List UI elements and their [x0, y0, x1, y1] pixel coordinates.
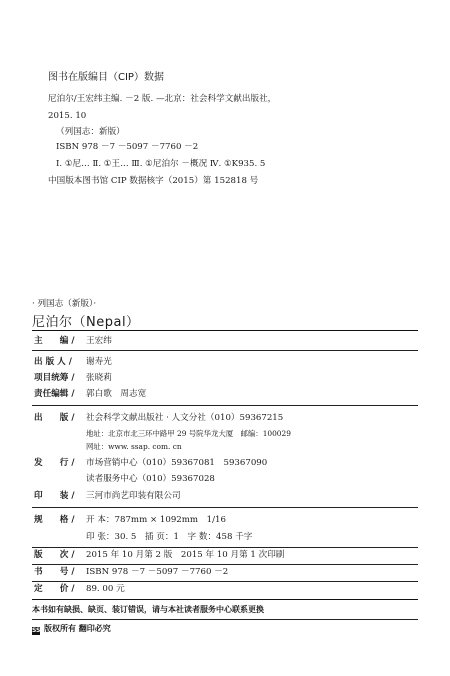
divider	[32, 564, 418, 565]
cip-isbn: ISBN 978 －7 －5097 －7760 －2	[56, 142, 199, 152]
printing-value: 三河市尚艺印装有限公司	[86, 491, 181, 501]
edition-label: 版 次 /	[34, 550, 75, 560]
staff-label: 项目统筹 /	[34, 373, 75, 383]
publisher-logo-icon: SS	[32, 627, 41, 634]
divider	[32, 581, 418, 582]
divider	[32, 405, 418, 406]
series-title: · 列国志（新版）·	[32, 299, 97, 309]
copyright-notice: 版权所有 翻印必究	[44, 624, 111, 633]
publisher-website[interactable]: 网址：www. ssap. com. cn	[86, 442, 182, 451]
publisher-value: 社会科学文献出版社 · 人文分社（010）59367215	[86, 413, 284, 423]
publisher-label: 出 版 /	[34, 413, 75, 423]
cip-line: （列国志：新版）	[56, 127, 125, 137]
cip-line: 2015. 10	[48, 111, 87, 121]
staff-value: 郭白歌 周志宽	[86, 389, 147, 399]
printing-label: 印 装 /	[34, 491, 75, 501]
defect-notice: 本书如有缺损、缺页、装订错误，请与本社读者服务中心联系更换	[32, 605, 264, 614]
staff-value: 张晓莉	[86, 373, 112, 383]
specs-label: 规 格 /	[34, 515, 75, 525]
specs-value: 开 本：787mm × 1092mm 1/16	[86, 515, 226, 525]
isbn-value: ISBN 978 －7 －5097 －7760 －2	[86, 567, 229, 577]
divider	[32, 330, 418, 331]
divider	[32, 547, 418, 548]
cip-data-number: 中国版本图书馆 CIP 数据核字（2015）第 152818 号	[48, 176, 259, 186]
editor-label: 主 编 /	[34, 336, 75, 346]
staff-value: 谢寿光	[86, 357, 112, 367]
staff-label: 出 版 人 /	[34, 357, 72, 367]
editor-value: 王宏纬	[86, 336, 112, 346]
isbn-label: 书 号 /	[34, 567, 75, 577]
divider	[32, 350, 418, 351]
book-title: 尼泊尔（Nepal）	[32, 315, 140, 330]
staff-label: 责任编辑 /	[34, 389, 75, 399]
divider	[32, 507, 418, 508]
price-value: 89. 00 元	[86, 584, 125, 594]
cip-title: 图书在版编目（CIP）数据	[48, 72, 164, 83]
copyright-row	[32, 623, 111, 635]
specs-value-2: 印 张：30. 5 插 页：1 字 数：458 千字	[86, 532, 253, 542]
divider	[32, 599, 418, 600]
publisher-address: 地址：北京市北三环中路甲 29 号院华龙大厦 邮编：100029	[86, 429, 291, 438]
distribution-label: 发 行 /	[34, 458, 75, 468]
price-label: 定 价 /	[34, 584, 75, 594]
reader-service-value: 读者服务中心（010）59367028	[86, 474, 215, 484]
cip-classification: Ⅰ. ①尼… Ⅱ. ①王… Ⅲ. ①尼泊尔 －概况 Ⅳ. ①K935. 5	[56, 159, 266, 169]
divider	[32, 619, 418, 620]
cip-line: 尼泊尔/王宏纬主编. －2 版. —北京：社会科学文献出版社，	[48, 94, 277, 104]
distribution-value: 市场营销中心（010）59367081 59367090	[86, 458, 268, 468]
edition-value: 2015 年 10 月第 2 版 2015 年 10 月第 1 次印刷	[86, 550, 285, 560]
